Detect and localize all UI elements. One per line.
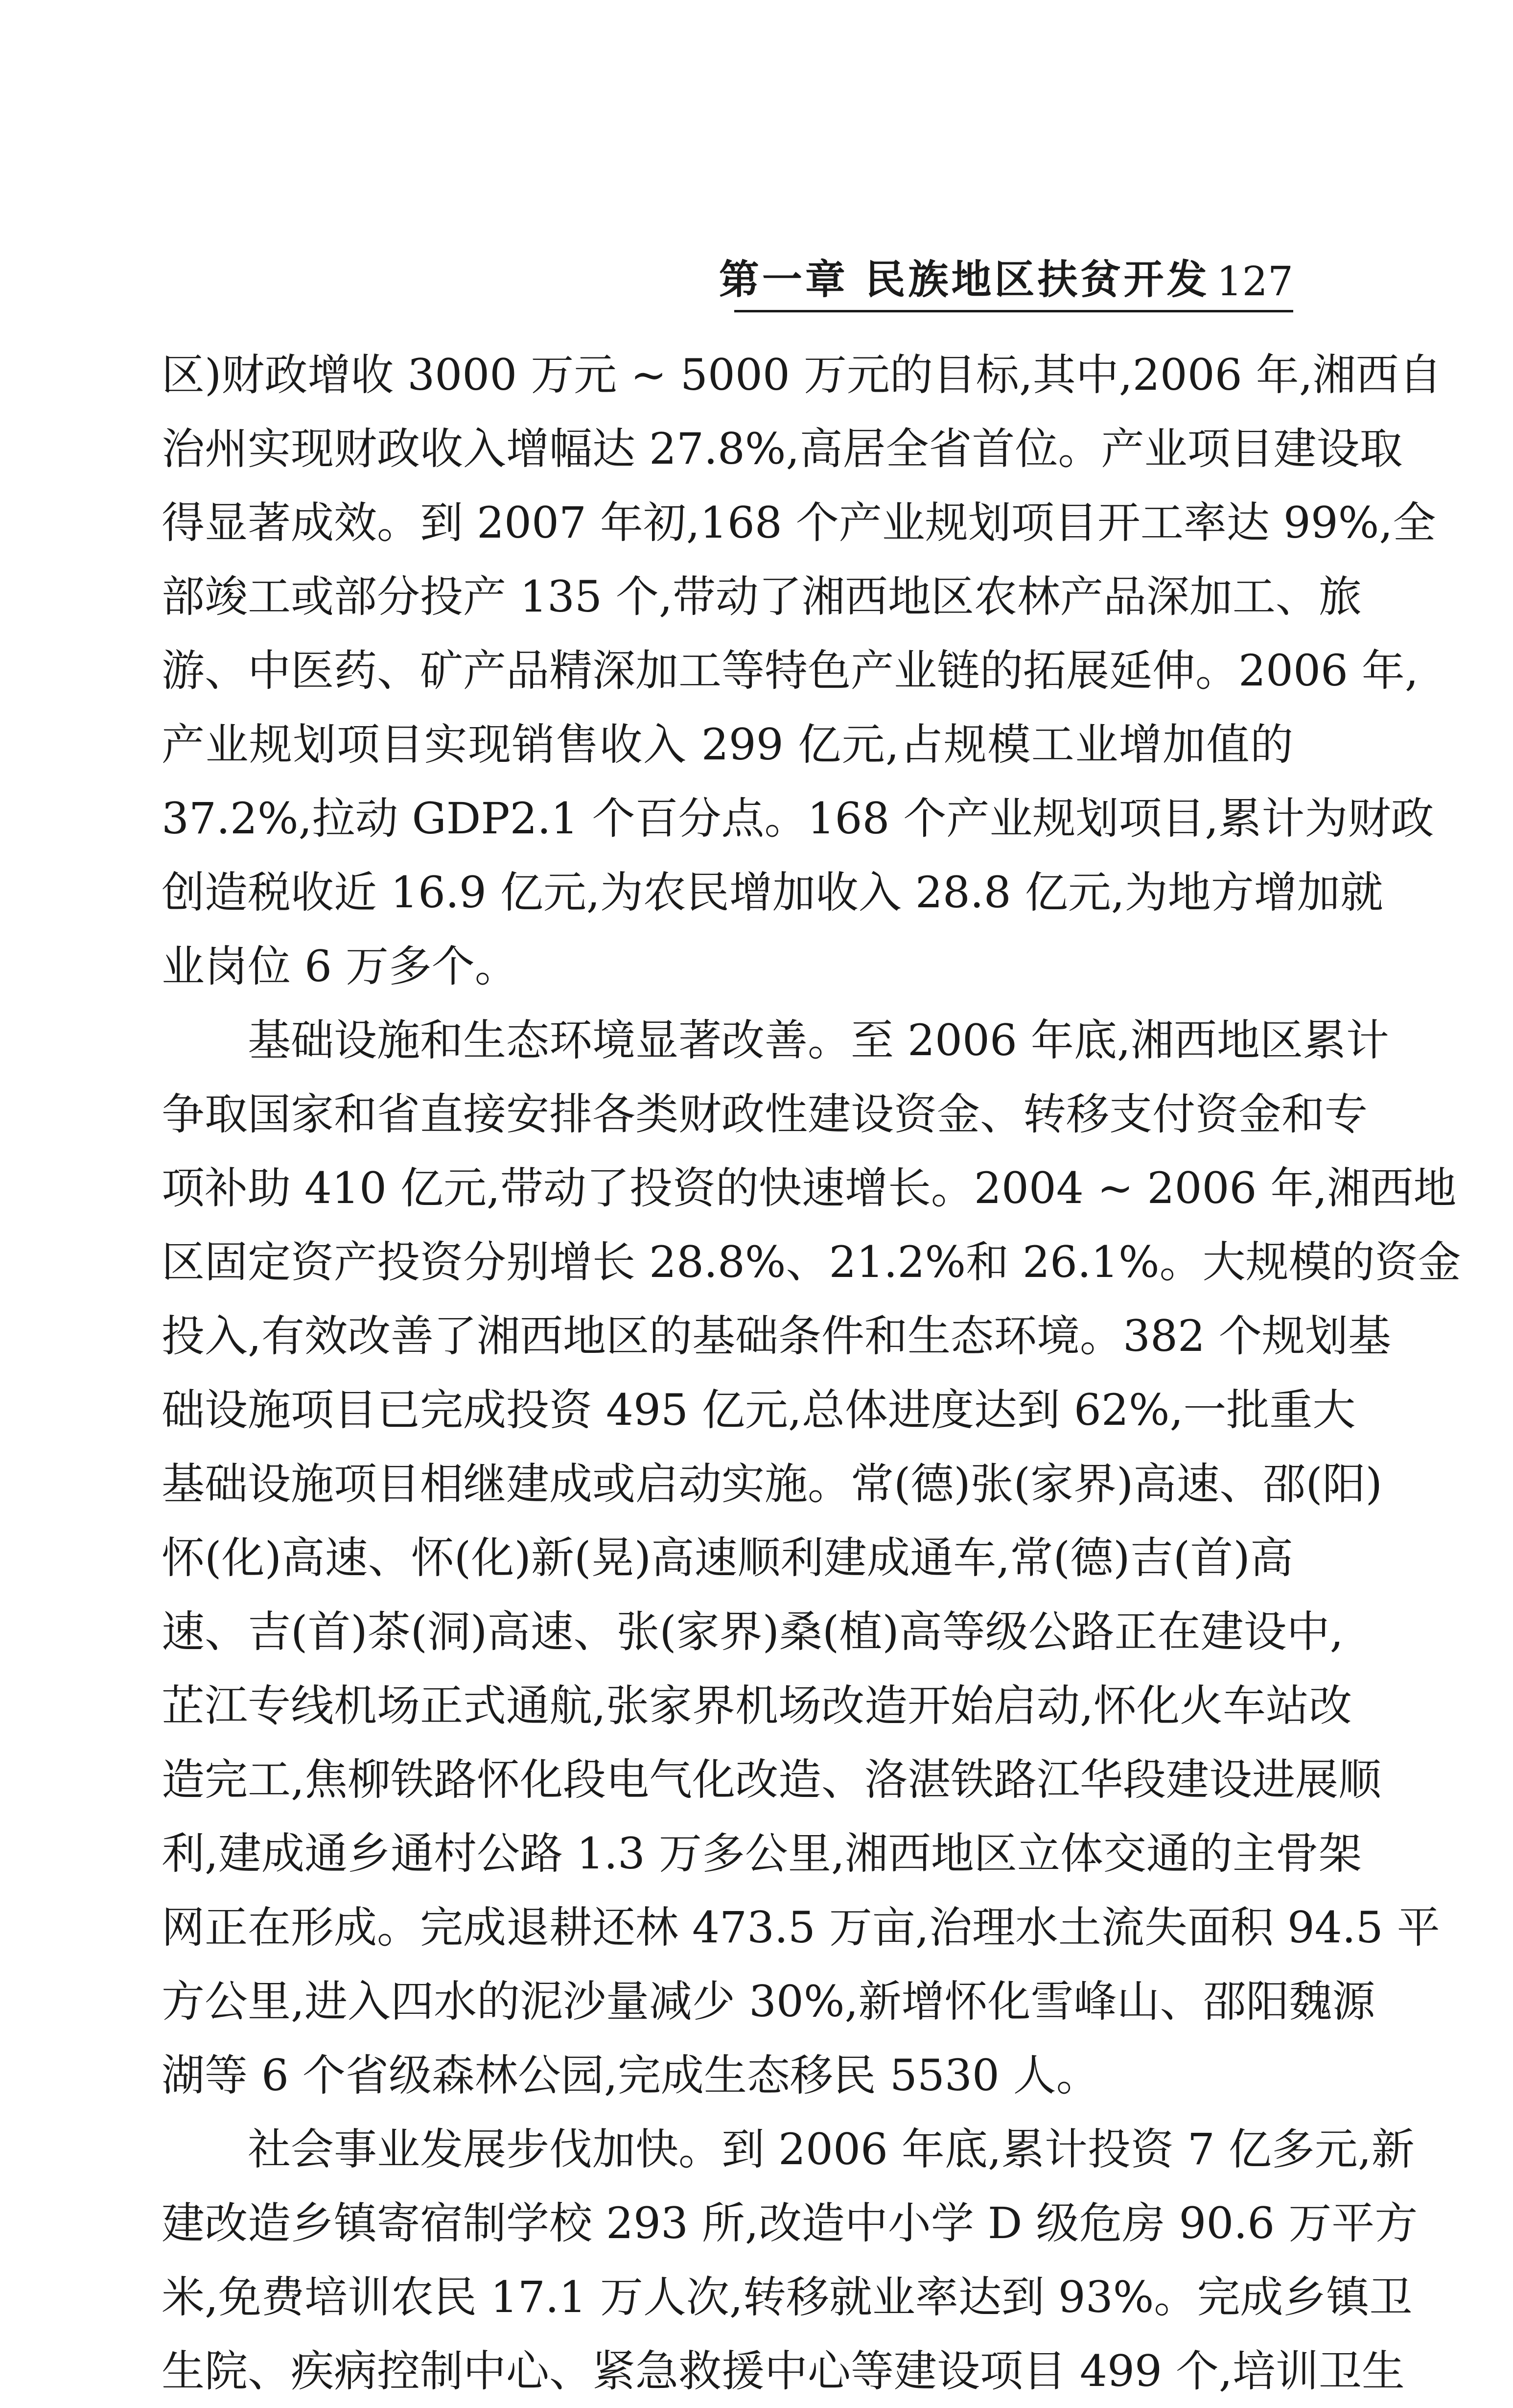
text-line: 基础设施项目相继建成或启动实施。常(德)张(家界)高速、邵(阳) (162, 1459, 1382, 1509)
text-line: 建改造乡镇寄宿制学校 293 所,改造中小学 D 级危房 90.6 万平方 (162, 2198, 1418, 2248)
paragraph-infrastructure (162, 1003, 1461, 2112)
page-number: 127 (1216, 259, 1293, 305)
text-line: 业岗位 6 万多个。 (162, 941, 518, 992)
text-line: 生院、疾病控制中心、紧急救援中心等建设项目 499 个,培训卫生 (162, 2346, 1405, 2396)
chapter-title: 第一章 民族地区扶贫开发 (719, 256, 1210, 303)
text-line: 37.2%,拉动 GDP2.1 个百分点。168 个产业规划项目,累计为财政 (162, 793, 1434, 844)
paragraph-fiscal-industry (162, 338, 1442, 1003)
text-line: 芷江专线机场正式通航,张家界机场改造开始启动,怀化火车站改 (162, 1680, 1352, 1731)
text-line: 米,免费培训农民 17.1 万人次,转移就业率达到 93%。完成乡镇卫 (162, 2272, 1413, 2322)
text-line: 项补助 410 亿元,带动了投资的快速增长。2004 ~ 2006 年,湘西地 (162, 1163, 1457, 1213)
text-line: 治州实现财政收入增幅达 27.8%,高居全省首位。产业项目建设取 (162, 424, 1403, 474)
text-line: 础设施项目已完成投资 495 亿元,总体进度达到 62%,一批重大 (162, 1385, 1356, 1435)
text-line: 造完工,焦柳铁路怀化段电气化改造、洛湛铁路江华段建设进展顺 (162, 1754, 1381, 1805)
text-line: 创造税收近 16.9 亿元,为农民增加收入 28.8 亿元,为地方增加就 (162, 867, 1383, 918)
text-line: 方公里,进入四水的泥沙量减少 30%,新增怀化雪峰山、邵阳魏源 (162, 1976, 1375, 2027)
text-line: 利,建成通乡通村公路 1.3 万多公里,湘西地区立体交通的主骨架 (162, 1828, 1362, 1879)
text-line: 区固定资产投资分别增长 28.8%、21.2%和 26.1%。大规模的资金 (162, 1237, 1461, 1287)
body-text (162, 338, 1461, 2408)
text-line: 争取国家和省直接安排各类财政性建设资金、转移支付资金和专 (162, 1089, 1368, 1139)
text-line: 湖等 6 个省级森林公园,完成生态移民 5530 人。 (162, 2050, 1099, 2101)
running-header (719, 254, 1293, 312)
text-line: 社会事业发展步伐加快。到 2006 年底,累计投资 7 亿多元,新 (162, 2124, 1415, 2174)
paragraph-social-development (162, 2112, 1418, 2408)
text-line: 网正在形成。完成退耕还林 473.5 万亩,治理水土流失面积 94.5 平 (162, 1902, 1440, 1953)
text-line: 投入,有效改善了湘西地区的基础条件和生态环境。382 个规划基 (162, 1311, 1391, 1361)
text-line: 部竣工或部分投产 135 个,带动了湘西地区农林产品深加工、旅 (162, 571, 1362, 622)
text-line: 产业规划项目实现销售收入 299 亿元,占规模工业增加值的 (162, 719, 1293, 770)
text-line: 游、中医药、矿产品精深加工等特色产业链的拓展延伸。2006 年, (162, 645, 1419, 696)
text-line: 基础设施和生态环境显著改善。至 2006 年底,湘西地区累计 (162, 1015, 1389, 1065)
text-line: 怀(化)高速、怀(化)新(晃)高速顺利建成通车,常(德)吉(首)高 (162, 1533, 1293, 1583)
text-line: 速、吉(首)茶(洞)高速、张(家界)桑(植)高等级公路正在建设中, (162, 1606, 1344, 1657)
text-line: 得显著成效。到 2007 年初,168 个产业规划项目开工率达 99%,全 (162, 497, 1436, 548)
text-line: 区)财政增收 3000 万元 ~ 5000 万元的目标,其中,2006 年,湘西自 (162, 350, 1442, 400)
